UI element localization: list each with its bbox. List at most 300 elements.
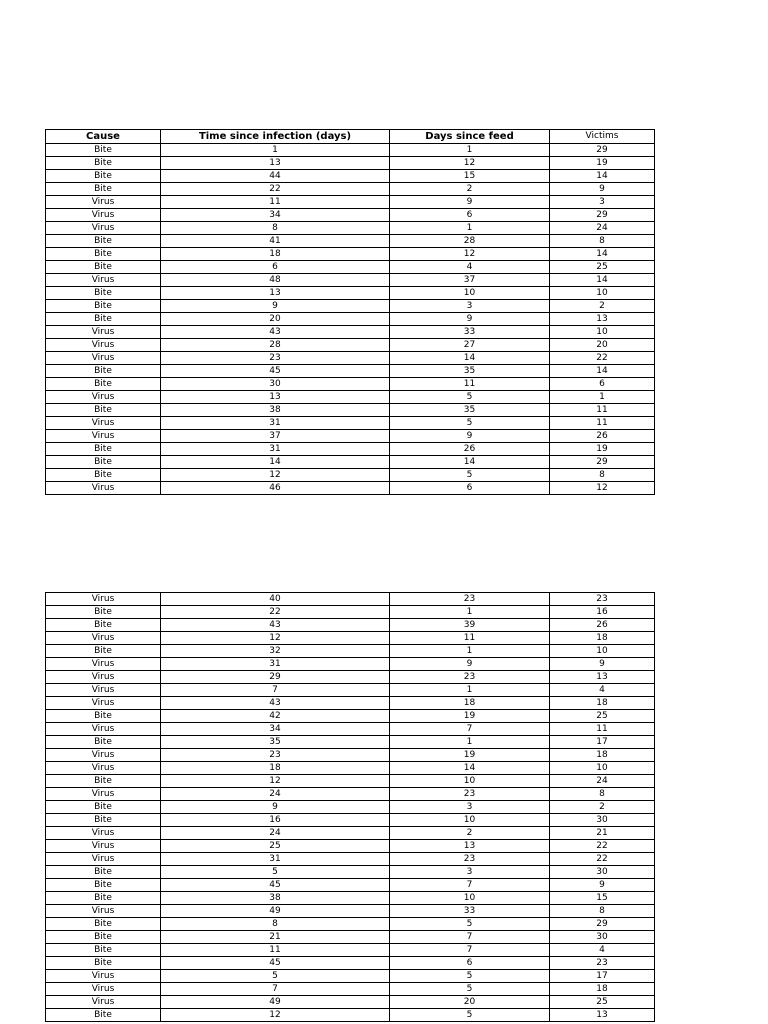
cell-time-since-infection: 30 [161, 378, 390, 391]
cell-days-since-feed: 18 [390, 697, 550, 710]
cell-victims: 29 [550, 456, 655, 469]
cell-victims: 24 [550, 775, 655, 788]
cell-cause: Bite [46, 456, 161, 469]
cell-victims: 13 [550, 671, 655, 684]
table-row [46, 170, 655, 183]
table-row [46, 339, 655, 352]
cell-days-since-feed: 23 [390, 853, 550, 866]
cell-victims: 11 [550, 404, 655, 417]
table-row [46, 326, 655, 339]
cell-time-since-infection: 5 [161, 970, 390, 983]
cell-days-since-feed: 33 [390, 905, 550, 918]
table-row [46, 352, 655, 365]
cell-time-since-infection: 9 [161, 801, 390, 814]
table-row [46, 313, 655, 326]
table-row [46, 378, 655, 391]
cell-victims: 18 [550, 697, 655, 710]
table-row [46, 235, 655, 248]
cell-time-since-infection: 20 [161, 313, 390, 326]
cell-time-since-infection: 23 [161, 749, 390, 762]
cell-cause: Bite [46, 300, 161, 313]
cell-cause: Virus [46, 853, 161, 866]
table-row [46, 879, 655, 892]
cell-cause: Bite [46, 248, 161, 261]
cell-time-since-infection: 13 [161, 391, 390, 404]
header-row [46, 130, 655, 144]
cell-cause: Virus [46, 274, 161, 287]
cell-time-since-infection: 42 [161, 710, 390, 723]
table-row [46, 157, 655, 170]
cell-time-since-infection: 41 [161, 235, 390, 248]
cell-time-since-infection: 6 [161, 261, 390, 274]
cell-time-since-infection: 44 [161, 170, 390, 183]
cell-victims: 11 [550, 723, 655, 736]
table-row [46, 944, 655, 957]
cell-cause: Bite [46, 287, 161, 300]
cell-time-since-infection: 31 [161, 417, 390, 430]
cell-days-since-feed: 10 [390, 287, 550, 300]
table-row [46, 853, 655, 866]
cell-victims: 8 [550, 235, 655, 248]
cell-days-since-feed: 12 [390, 248, 550, 261]
table-row [46, 183, 655, 196]
cell-time-since-infection: 24 [161, 788, 390, 801]
cell-days-since-feed: 1 [390, 736, 550, 749]
cell-cause: Virus [46, 593, 161, 606]
table-row [46, 456, 655, 469]
cell-victims: 24 [550, 222, 655, 235]
cell-victims: 10 [550, 762, 655, 775]
cell-time-since-infection: 21 [161, 931, 390, 944]
cell-victims: 4 [550, 684, 655, 697]
cell-time-since-infection: 8 [161, 918, 390, 931]
table-row [46, 404, 655, 417]
cell-days-since-feed: 5 [390, 970, 550, 983]
table-row [46, 593, 655, 606]
table-row [46, 814, 655, 827]
cell-days-since-feed: 10 [390, 814, 550, 827]
cell-days-since-feed: 11 [390, 632, 550, 645]
cell-days-since-feed: 3 [390, 300, 550, 313]
cell-time-since-infection: 5 [161, 866, 390, 879]
cell-victims: 10 [550, 645, 655, 658]
cell-time-since-infection: 7 [161, 983, 390, 996]
cell-victims: 29 [550, 918, 655, 931]
cell-time-since-infection: 12 [161, 1009, 390, 1022]
cell-days-since-feed: 37 [390, 274, 550, 287]
cell-victims: 6 [550, 378, 655, 391]
cell-days-since-feed: 5 [390, 391, 550, 404]
cell-days-since-feed: 1 [390, 606, 550, 619]
cell-cause: Bite [46, 736, 161, 749]
cell-victims: 2 [550, 300, 655, 313]
cell-victims: 23 [550, 593, 655, 606]
cell-time-since-infection: 11 [161, 944, 390, 957]
cell-cause: Bite [46, 814, 161, 827]
cell-days-since-feed: 19 [390, 749, 550, 762]
cell-time-since-infection: 31 [161, 443, 390, 456]
cell-time-since-infection: 11 [161, 196, 390, 209]
cell-time-since-infection: 38 [161, 892, 390, 905]
cell-victims: 2 [550, 801, 655, 814]
table-row [46, 762, 655, 775]
table-row [46, 222, 655, 235]
header-victims: Victims [550, 130, 655, 144]
table-row [46, 671, 655, 684]
cell-days-since-feed: 11 [390, 378, 550, 391]
cell-days-since-feed: 4 [390, 261, 550, 274]
cell-cause: Bite [46, 183, 161, 196]
cell-days-since-feed: 15 [390, 170, 550, 183]
cell-victims: 30 [550, 814, 655, 827]
cell-victims: 29 [550, 209, 655, 222]
cell-time-since-infection: 34 [161, 723, 390, 736]
cell-days-since-feed: 5 [390, 983, 550, 996]
cell-victims: 26 [550, 619, 655, 632]
cell-time-since-infection: 45 [161, 957, 390, 970]
cell-days-since-feed: 14 [390, 762, 550, 775]
cell-cause: Bite [46, 443, 161, 456]
cell-victims: 13 [550, 1009, 655, 1022]
table-row [46, 261, 655, 274]
cell-cause: Bite [46, 801, 161, 814]
cell-victims: 20 [550, 339, 655, 352]
cell-days-since-feed: 6 [390, 482, 550, 495]
cell-time-since-infection: 18 [161, 248, 390, 261]
cell-time-since-infection: 43 [161, 326, 390, 339]
cell-cause: Virus [46, 209, 161, 222]
cell-victims: 30 [550, 931, 655, 944]
data-table-bottom [45, 592, 655, 1022]
cell-cause: Virus [46, 840, 161, 853]
cell-days-since-feed: 6 [390, 209, 550, 222]
cell-cause: Bite [46, 469, 161, 482]
cell-victims: 10 [550, 326, 655, 339]
cell-cause: Bite [46, 606, 161, 619]
table-row [46, 801, 655, 814]
table-row [46, 443, 655, 456]
cell-victims: 30 [550, 866, 655, 879]
table-row [46, 892, 655, 905]
cell-days-since-feed: 1 [390, 222, 550, 235]
cell-cause: Bite [46, 931, 161, 944]
cell-time-since-infection: 29 [161, 671, 390, 684]
cell-days-since-feed: 10 [390, 892, 550, 905]
table-row [46, 469, 655, 482]
cell-time-since-infection: 22 [161, 606, 390, 619]
cell-days-since-feed: 23 [390, 788, 550, 801]
cell-days-since-feed: 7 [390, 931, 550, 944]
cell-time-since-infection: 46 [161, 482, 390, 495]
cell-victims: 25 [550, 710, 655, 723]
cell-victims: 14 [550, 248, 655, 261]
cell-cause: Virus [46, 352, 161, 365]
cell-cause: Virus [46, 632, 161, 645]
cell-days-since-feed: 1 [390, 144, 550, 157]
cell-days-since-feed: 7 [390, 879, 550, 892]
cell-cause: Bite [46, 313, 161, 326]
cell-time-since-infection: 12 [161, 469, 390, 482]
cell-victims: 19 [550, 157, 655, 170]
cell-cause: Bite [46, 619, 161, 632]
cell-cause: Virus [46, 905, 161, 918]
cell-time-since-infection: 34 [161, 209, 390, 222]
table-row [46, 905, 655, 918]
cell-cause: Bite [46, 645, 161, 658]
cell-time-since-infection: 9 [161, 300, 390, 313]
cell-victims: 25 [550, 261, 655, 274]
table-row [46, 827, 655, 840]
table-row [46, 632, 655, 645]
cell-cause: Bite [46, 404, 161, 417]
cell-time-since-infection: 43 [161, 697, 390, 710]
cell-time-since-infection: 28 [161, 339, 390, 352]
cell-cause: Virus [46, 482, 161, 495]
cell-days-since-feed: 35 [390, 404, 550, 417]
cell-cause: Virus [46, 996, 161, 1009]
table-row [46, 788, 655, 801]
cell-cause: Bite [46, 378, 161, 391]
cell-time-since-infection: 7 [161, 684, 390, 697]
cell-time-since-infection: 13 [161, 157, 390, 170]
cell-time-since-infection: 1 [161, 144, 390, 157]
cell-time-since-infection: 38 [161, 404, 390, 417]
cell-victims: 9 [550, 879, 655, 892]
header-days-since-feed: Days since feed [390, 130, 550, 144]
table-row [46, 417, 655, 430]
table-row [46, 931, 655, 944]
cell-cause: Bite [46, 144, 161, 157]
cell-days-since-feed: 2 [390, 827, 550, 840]
cell-victims: 12 [550, 482, 655, 495]
cell-cause: Virus [46, 222, 161, 235]
cell-cause: Virus [46, 658, 161, 671]
table-row [46, 957, 655, 970]
table-row [46, 606, 655, 619]
table-row [46, 209, 655, 222]
cell-cause: Virus [46, 788, 161, 801]
table-row [46, 619, 655, 632]
cell-cause: Virus [46, 326, 161, 339]
cell-cause: Virus [46, 697, 161, 710]
cell-days-since-feed: 14 [390, 352, 550, 365]
cell-cause: Bite [46, 157, 161, 170]
cell-days-since-feed: 33 [390, 326, 550, 339]
table-row [46, 287, 655, 300]
cell-days-since-feed: 3 [390, 801, 550, 814]
table-row [46, 749, 655, 762]
cell-time-since-infection: 45 [161, 365, 390, 378]
cell-cause: Virus [46, 827, 161, 840]
cell-victims: 14 [550, 274, 655, 287]
cell-days-since-feed: 23 [390, 671, 550, 684]
cell-cause: Virus [46, 749, 161, 762]
table-row [46, 482, 655, 495]
cell-days-since-feed: 7 [390, 723, 550, 736]
cell-victims: 8 [550, 469, 655, 482]
cell-days-since-feed: 3 [390, 866, 550, 879]
cell-days-since-feed: 7 [390, 944, 550, 957]
cell-victims: 16 [550, 606, 655, 619]
table-row [46, 365, 655, 378]
header-time-since-infection: Time since infection (days) [161, 130, 390, 144]
cell-days-since-feed: 13 [390, 840, 550, 853]
cell-cause: Virus [46, 723, 161, 736]
cell-time-since-infection: 37 [161, 430, 390, 443]
table-row [46, 697, 655, 710]
table-row [46, 970, 655, 983]
table-bottom-body [46, 593, 655, 1022]
cell-time-since-infection: 32 [161, 645, 390, 658]
cell-time-since-infection: 48 [161, 274, 390, 287]
cell-victims: 4 [550, 944, 655, 957]
cell-victims: 13 [550, 313, 655, 326]
cell-time-since-infection: 45 [161, 879, 390, 892]
cell-cause: Virus [46, 430, 161, 443]
cell-days-since-feed: 9 [390, 658, 550, 671]
cell-victims: 18 [550, 749, 655, 762]
table-row [46, 645, 655, 658]
cell-victims: 22 [550, 840, 655, 853]
cell-victims: 17 [550, 736, 655, 749]
cell-days-since-feed: 9 [390, 430, 550, 443]
cell-cause: Bite [46, 1009, 161, 1022]
cell-time-since-infection: 49 [161, 996, 390, 1009]
cell-cause: Virus [46, 391, 161, 404]
cell-days-since-feed: 2 [390, 183, 550, 196]
cell-victims: 17 [550, 970, 655, 983]
cell-cause: Virus [46, 417, 161, 430]
cell-cause: Bite [46, 170, 161, 183]
table-top-body [46, 144, 655, 495]
cell-time-since-infection: 31 [161, 853, 390, 866]
cell-days-since-feed: 14 [390, 456, 550, 469]
cell-victims: 1 [550, 391, 655, 404]
cell-cause: Bite [46, 866, 161, 879]
cell-days-since-feed: 27 [390, 339, 550, 352]
cell-days-since-feed: 20 [390, 996, 550, 1009]
cell-days-since-feed: 23 [390, 593, 550, 606]
cell-time-since-infection: 8 [161, 222, 390, 235]
table-row [46, 918, 655, 931]
table-row [46, 391, 655, 404]
cell-days-since-feed: 5 [390, 1009, 550, 1022]
cell-time-since-infection: 18 [161, 762, 390, 775]
table-row [46, 274, 655, 287]
cell-days-since-feed: 28 [390, 235, 550, 248]
cell-cause: Virus [46, 671, 161, 684]
cell-cause: Bite [46, 944, 161, 957]
cell-days-since-feed: 26 [390, 443, 550, 456]
cell-time-since-infection: 31 [161, 658, 390, 671]
cell-days-since-feed: 19 [390, 710, 550, 723]
cell-time-since-infection: 23 [161, 352, 390, 365]
cell-victims: 18 [550, 983, 655, 996]
cell-victims: 19 [550, 443, 655, 456]
cell-cause: Bite [46, 710, 161, 723]
cell-days-since-feed: 9 [390, 196, 550, 209]
table-row [46, 866, 655, 879]
cell-cause: Bite [46, 261, 161, 274]
cell-time-since-infection: 13 [161, 287, 390, 300]
cell-cause: Bite [46, 365, 161, 378]
cell-victims: 23 [550, 957, 655, 970]
cell-cause: Bite [46, 235, 161, 248]
table-row [46, 736, 655, 749]
cell-days-since-feed: 5 [390, 918, 550, 931]
table-row [46, 144, 655, 157]
cell-days-since-feed: 1 [390, 684, 550, 697]
cell-days-since-feed: 5 [390, 469, 550, 482]
cell-victims: 10 [550, 287, 655, 300]
cell-time-since-infection: 40 [161, 593, 390, 606]
cell-days-since-feed: 5 [390, 417, 550, 430]
cell-days-since-feed: 35 [390, 365, 550, 378]
cell-victims: 14 [550, 365, 655, 378]
table-row [46, 684, 655, 697]
cell-time-since-infection: 49 [161, 905, 390, 918]
table-row [46, 196, 655, 209]
table-row [46, 996, 655, 1009]
cell-victims: 9 [550, 658, 655, 671]
cell-time-since-infection: 16 [161, 814, 390, 827]
cell-time-since-infection: 35 [161, 736, 390, 749]
table-row [46, 658, 655, 671]
cell-cause: Virus [46, 339, 161, 352]
cell-days-since-feed: 39 [390, 619, 550, 632]
cell-days-since-feed: 1 [390, 645, 550, 658]
cell-time-since-infection: 25 [161, 840, 390, 853]
cell-victims: 15 [550, 892, 655, 905]
cell-days-since-feed: 6 [390, 957, 550, 970]
cell-time-since-infection: 12 [161, 632, 390, 645]
cell-cause: Virus [46, 196, 161, 209]
cell-cause: Bite [46, 892, 161, 905]
cell-cause: Bite [46, 918, 161, 931]
cell-victims: 22 [550, 352, 655, 365]
cell-victims: 11 [550, 417, 655, 430]
table-row [46, 300, 655, 313]
cell-cause: Virus [46, 983, 161, 996]
table-row [46, 723, 655, 736]
cell-victims: 26 [550, 430, 655, 443]
cell-cause: Virus [46, 970, 161, 983]
cell-days-since-feed: 12 [390, 157, 550, 170]
header-cause: Cause [46, 130, 161, 144]
table-row [46, 430, 655, 443]
cell-victims: 9 [550, 183, 655, 196]
table-row [46, 248, 655, 261]
cell-victims: 3 [550, 196, 655, 209]
cell-victims: 8 [550, 788, 655, 801]
cell-cause: Bite [46, 775, 161, 788]
cell-victims: 21 [550, 827, 655, 840]
data-table-top [45, 129, 655, 495]
cell-time-since-infection: 22 [161, 183, 390, 196]
cell-time-since-infection: 12 [161, 775, 390, 788]
cell-victims: 8 [550, 905, 655, 918]
cell-victims: 14 [550, 170, 655, 183]
cell-days-since-feed: 9 [390, 313, 550, 326]
cell-time-since-infection: 43 [161, 619, 390, 632]
table-row [46, 983, 655, 996]
table-row [46, 710, 655, 723]
table-row [46, 1009, 655, 1022]
cell-time-since-infection: 24 [161, 827, 390, 840]
cell-victims: 22 [550, 853, 655, 866]
cell-victims: 29 [550, 144, 655, 157]
cell-victims: 25 [550, 996, 655, 1009]
